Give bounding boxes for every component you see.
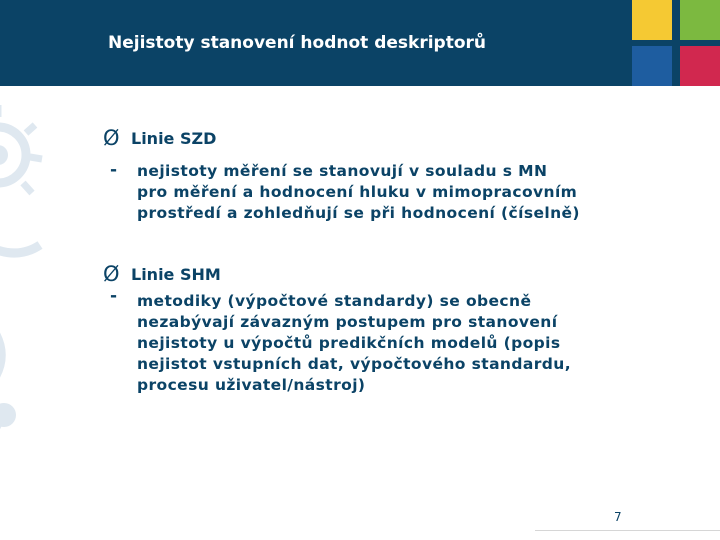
blue-square xyxy=(632,46,672,86)
footer-rule xyxy=(535,530,720,531)
text-line: nejistot vstupních dat, výpočtového standardu, xyxy=(137,355,571,373)
decorative-sun-eye-watermark xyxy=(0,95,60,535)
bullet-linie-shm xyxy=(103,264,221,285)
bullet-heading: Linie SZD xyxy=(131,129,217,148)
text-line: pro měření a hodnocení hluku v mimopracovním xyxy=(137,183,578,201)
text-line: nezabývají závazným postupem pro stanovení xyxy=(137,313,558,331)
bullet-body xyxy=(137,291,571,396)
text-line: nejistoty měření se stanovují v souladu s MN xyxy=(137,162,548,180)
green-square xyxy=(680,0,720,40)
text-line: metodiky (výpočtové standardy) se obecně xyxy=(137,292,532,310)
dash-marker: - xyxy=(110,286,118,306)
red-square xyxy=(680,46,720,86)
slide-title: Nejistoty stanovení hodnot deskriptorů xyxy=(108,33,486,53)
bullet-body xyxy=(137,161,580,224)
bullet-heading: Linie SHM xyxy=(131,265,221,284)
slide-header xyxy=(0,0,720,86)
bullet-linie-szd xyxy=(103,128,216,149)
text-line: prostředí a zohledňují se při hodnocení (číselně) xyxy=(137,204,580,222)
dash-marker: - xyxy=(110,160,118,180)
text-line: nejistoty u výpočtů predikčních modelů (popis xyxy=(137,334,561,352)
page-number: 7 xyxy=(614,510,622,524)
yellow-square xyxy=(632,0,672,40)
arrow-bullet-icon: Ø xyxy=(103,126,120,150)
arrow-bullet-icon: Ø xyxy=(103,262,120,286)
text-line: procesu uživatel/nástroj) xyxy=(137,376,366,394)
